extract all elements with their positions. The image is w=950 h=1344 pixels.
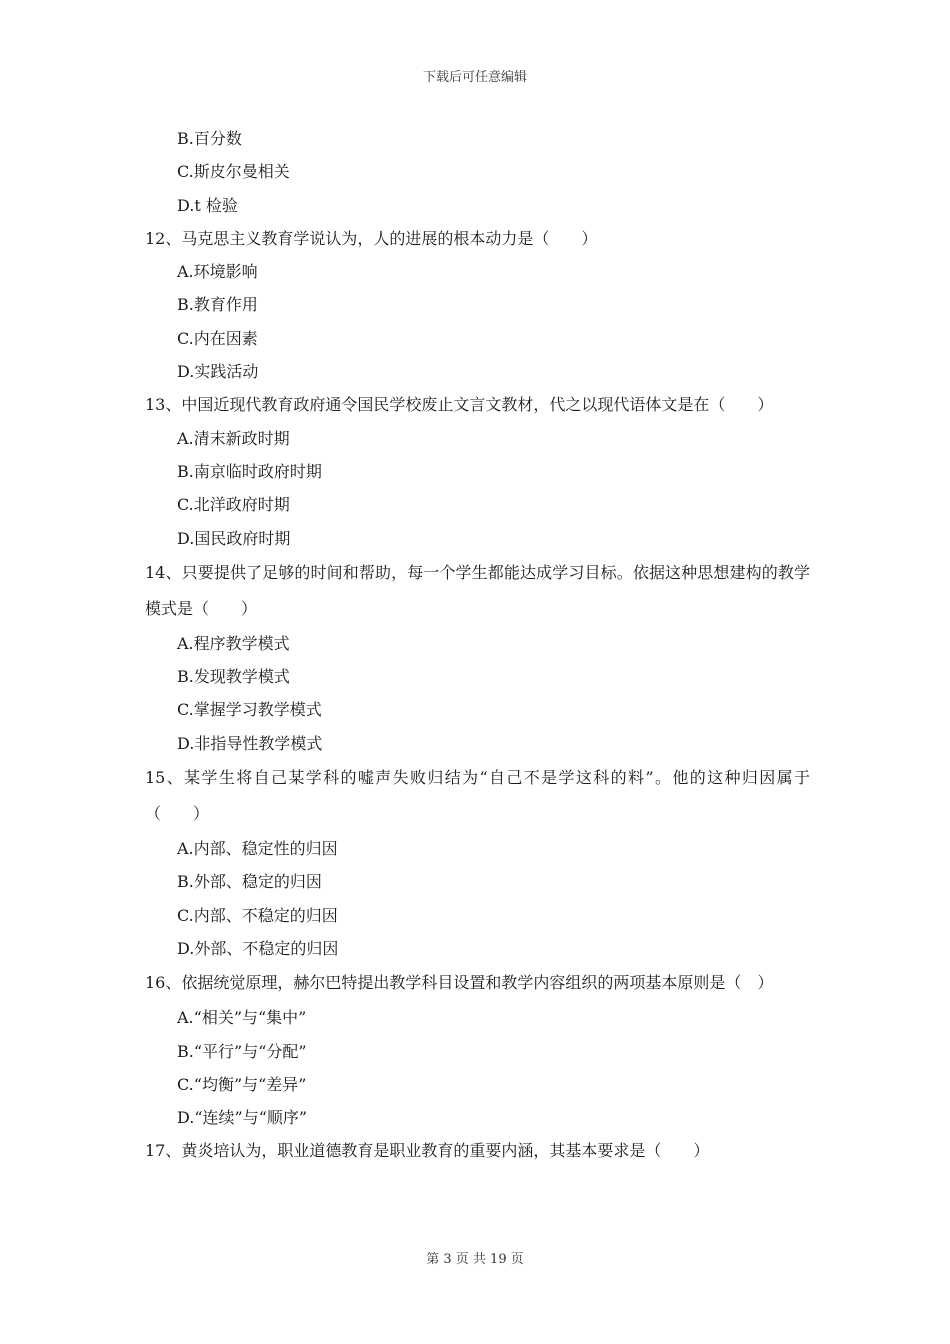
option-item: B.南京临时政府时期 xyxy=(177,461,322,481)
option-item: B.“平行”与“分配” xyxy=(177,1041,307,1061)
option-item: D.t 检验 xyxy=(177,195,238,215)
option-item: C.内在因素 xyxy=(177,328,258,348)
option-item: A.环境影响 xyxy=(177,262,258,282)
question-17: 17、黄炎培认为，职业道德教育是职业教育的重要内涵，其基本要求是（ ） xyxy=(145,1141,710,1161)
option-item: D.国民政府时期 xyxy=(177,528,291,548)
option-item: D.非指导性教学模式 xyxy=(177,733,323,753)
option-item: D.“连续”与“顺序” xyxy=(177,1108,308,1128)
option-item: A.内部、稳定性的归因 xyxy=(177,839,338,859)
option-item: A.程序教学模式 xyxy=(177,633,290,653)
option-item: C.“均衡”与“差异” xyxy=(177,1074,307,1094)
option-item: B.发现教学模式 xyxy=(177,667,290,687)
question-12: 12、马克思主义教育学说认为，人的进展的根本动力是（ ） xyxy=(145,228,598,248)
question-15: 15、某学生将自己某学科的嘘声失败归结为“自己不是学这科的料”。他的这种归因属于（ ） xyxy=(145,768,810,824)
option-item: C.内部、不稳定的归因 xyxy=(177,905,338,925)
page-footer: 第 3 页 共 19 页 xyxy=(426,1252,524,1267)
option-item: C.掌握学习教学模式 xyxy=(177,700,322,720)
option-item: B.教育作用 xyxy=(177,295,258,315)
option-item: D.外部、不稳定的归因 xyxy=(177,938,339,958)
option-item: B.外部、稳定的归因 xyxy=(177,872,322,892)
option-item: B.百分数 xyxy=(177,129,242,148)
option-item: C.斯皮尔曼相关 xyxy=(177,162,290,182)
question-16: 16、依据统觉原理，赫尔巴特提出教学科目设置和教学内容组织的两项基本原则是（ ） xyxy=(145,973,774,993)
question-14: 14、只要提供了足够的时间和帮助，每一个学生都能达成学习目标。依据这种思想建构的教学模式是（ ） xyxy=(145,562,810,618)
option-item: D.实践活动 xyxy=(177,362,259,382)
page-header: 下载后可任意编辑 xyxy=(422,70,527,85)
question-13: 13、中国近现代教育政府通令国民学校废止文言文教材，代之以现代语体文是在（ ） xyxy=(145,395,774,415)
option-item: A.“相关”与“集中” xyxy=(177,1008,307,1028)
document-body xyxy=(145,122,810,1168)
option-item: C.北洋政府时期 xyxy=(177,495,290,515)
option-item: A.清末新政时期 xyxy=(177,428,290,448)
